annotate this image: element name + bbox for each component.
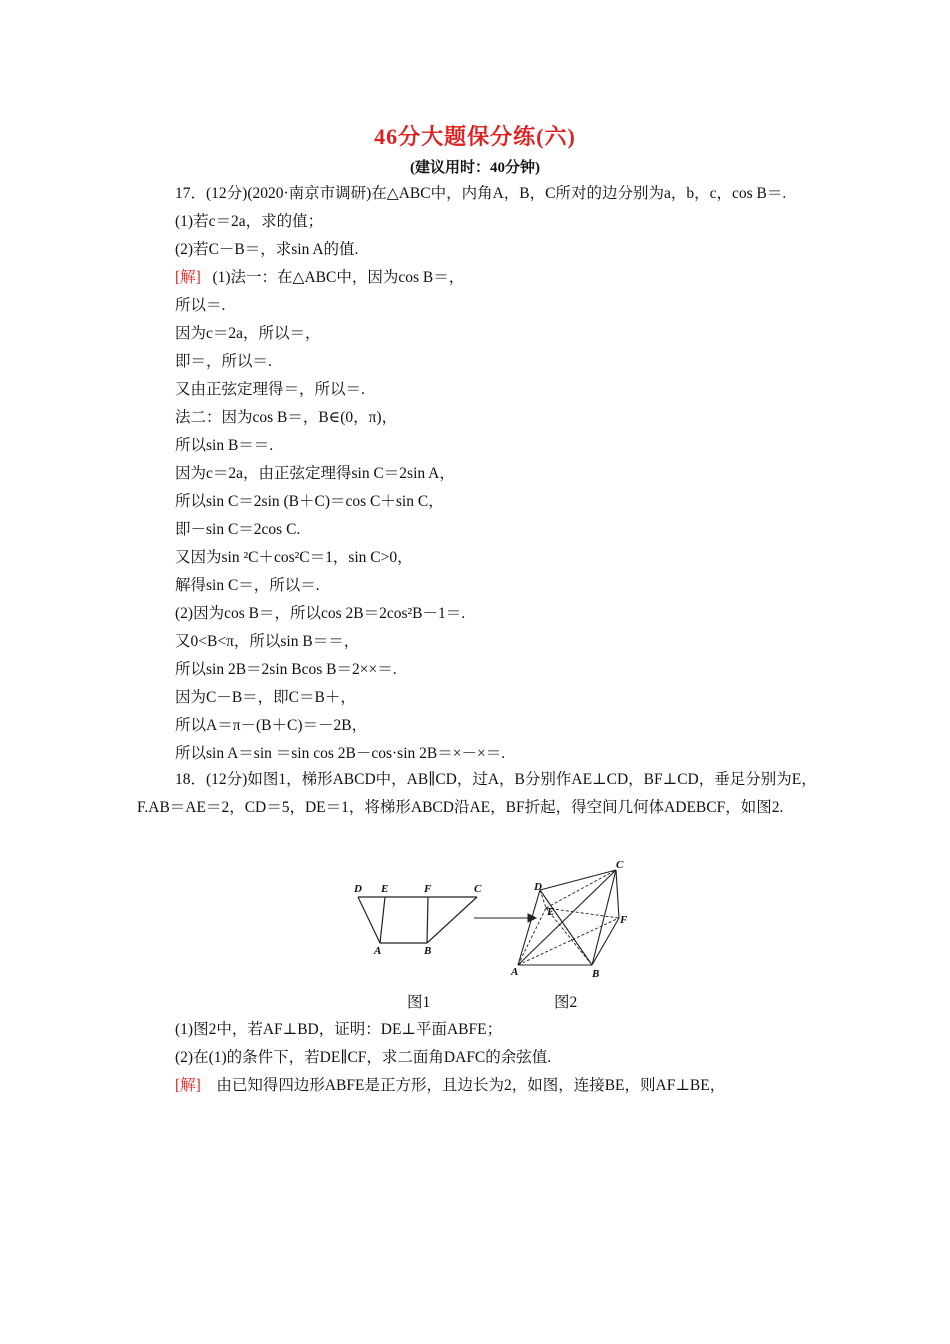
- label-b: B: [592, 968, 600, 980]
- figure-2-caption: 图2: [554, 994, 578, 1011]
- problem-17-part1: (1)若c＝2a，求的值；: [175, 213, 324, 230]
- segment-ae: [380, 897, 385, 943]
- solution-line: 解得sin C＝，所以＝.: [175, 577, 320, 594]
- problem-17-part2: (2)若C－B＝，求sin A的值.: [175, 241, 359, 258]
- solution-line: (2)因为cos B＝，所以cos 2B＝2cos²B－1＝.: [175, 605, 466, 622]
- solution-18-first-line: [175, 1076, 725, 1096]
- solution-line: 所以sin 2B＝2sin Bcos B＝2××＝.: [175, 661, 397, 678]
- label-e: E: [381, 883, 389, 895]
- label-a: A: [374, 945, 382, 957]
- solution-line: 因为C－B＝，即C＝B＋，: [175, 689, 356, 706]
- label-a: A: [511, 966, 519, 978]
- figure-1-caption: 图1: [407, 994, 431, 1011]
- label-b: B: [424, 945, 432, 957]
- solution-line: 又因为sin ²C＋cos²C＝1，sin C>0，: [175, 549, 413, 566]
- solution-tag: [解]: [175, 269, 201, 286]
- label-c: C: [616, 859, 624, 871]
- solution-line: 所以sin B＝＝.: [175, 437, 274, 454]
- segment-bf: [427, 897, 428, 943]
- label-c: C: [474, 883, 482, 895]
- problem-18-stem: 18．(12分)如图1，梯形ABCD中，AB∥CD，过A，B分别作AE⊥CD，BF⊥CD，垂足分别为E，F.AB＝AE＝2，CD＝5，DE＝1，将梯形ABCD沿AE，BF折起，得空间几何体ADEBCF，如图2.: [137, 771, 817, 816]
- problem-17-stem: 17．(12分)(2020·南京市调研)在△ABC中，内角A，B，C所对的边分别为a，b，c，cos B＝.: [175, 185, 787, 202]
- label-d: D: [534, 881, 542, 893]
- solution-line: 所以A＝π－(B＋C)＝－2B，: [175, 717, 368, 734]
- solution-text: (1)法一：在△ABC中，因为cos B＝，: [212, 269, 465, 286]
- label-d: D: [354, 883, 362, 895]
- suggested-time: (建议用时：40分钟): [410, 160, 540, 176]
- problem-18-part2: (2)在(1)的条件下，若DE∥CF，求二面角DAFC的余弦值.: [175, 1049, 552, 1066]
- geometry-figures: [340, 850, 640, 990]
- solution-tag: [解]: [175, 1077, 201, 1094]
- solution-line: 又由正弦定理得＝，所以＝.: [175, 381, 365, 398]
- problem-18-part1: (1)图2中，若AF⊥BD，证明：DE⊥平面ABFE；: [175, 1021, 503, 1038]
- solution-line: 因为c＝2a，由正弦定理得sin C＝2sin A，: [175, 465, 455, 482]
- label-f: F: [424, 883, 432, 895]
- solution-line: 即－sin C＝2cos C.: [175, 521, 301, 538]
- solution-text: 由已知得四边形ABFE是正方形，且边长为2，如图，连接BE，则AF⊥BE，: [216, 1077, 726, 1094]
- solution-line: 所以＝.: [175, 297, 226, 314]
- figure-1-trapezoid: [358, 897, 477, 943]
- page-title: 46分大题保分练(六): [374, 124, 576, 149]
- solution-line: 法二：因为cos B＝，B∈(0，π)，: [175, 409, 398, 426]
- label-f: F: [620, 914, 628, 926]
- solution-line: 因为c＝2a，所以＝，: [175, 325, 321, 342]
- solution-line: 所以sin A＝sin ＝sin cos 2B－cos·sin 2B＝×－×＝.: [175, 745, 506, 762]
- trapezoid-outline: [358, 897, 477, 943]
- fold-arrow: [474, 914, 536, 922]
- solution-line: 所以sin C＝2sin (B＋C)＝cos C＋sin C，: [175, 493, 444, 510]
- solution-line: 又0<B<π，所以sin B＝＝，: [175, 633, 360, 650]
- label-e: E: [547, 906, 555, 918]
- solution-17-first-line: [175, 268, 464, 288]
- solution-line: 即＝，所以＝.: [175, 353, 272, 370]
